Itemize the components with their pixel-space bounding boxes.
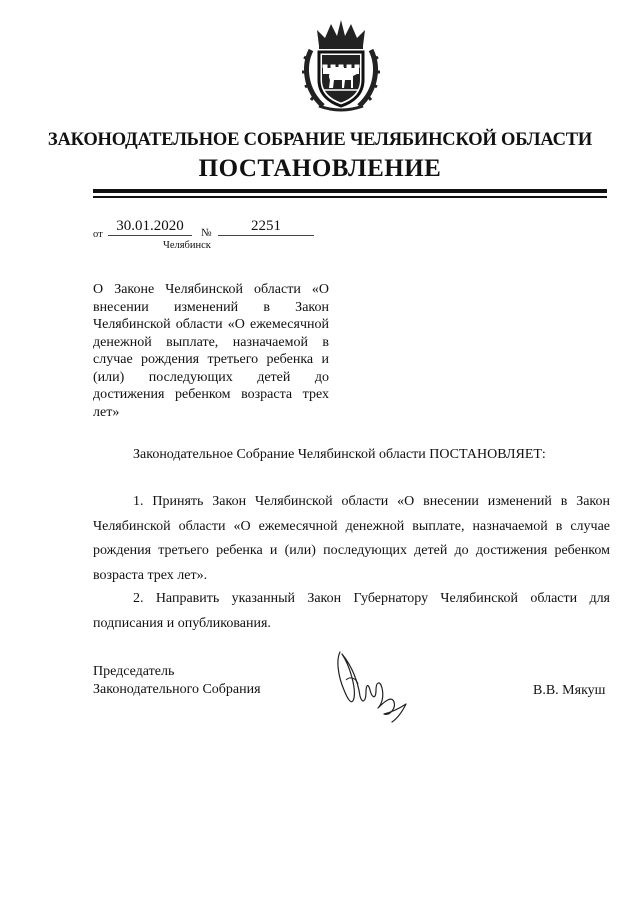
signatory-title-line-1: Председатель <box>93 664 175 679</box>
document-place: Челябинск <box>163 240 211 251</box>
document-date: 30.01.2020 <box>108 218 192 236</box>
handwritten-signature <box>332 646 418 726</box>
signatory-title-line-2: Законодательного Собрания <box>93 682 261 697</box>
resolution-item-1: 1. Принять Закон Челябинской области «О внесении изменений в Закон Челябинской области «О ежемесячной денежной выплате, назначаемой в случае рождения третьего ребенка и (или) последующих детей до достижения ребенком возраста трех лет». <box>93 494 610 583</box>
document-number: 2251 <box>218 218 314 236</box>
header-rule-thin <box>93 196 607 198</box>
coat-of-arms-emblem <box>301 16 381 112</box>
resolution-statement: Законодательное Собрание Челябинской области ПОСТАНОВЛЯЕТ: <box>133 447 546 462</box>
header-rule-thick <box>93 189 607 193</box>
resolution-item-2: 2. Направить указанный Закон Губернатору Челябинской области для подписания и опубликования. <box>93 591 610 631</box>
document-type-title: ПОСТАНОВЛЕНИЕ <box>198 155 442 182</box>
signatory-title <box>93 663 261 699</box>
organization-name: ЗАКОНОДАТЕЛЬНОЕ СОБРАНИЕ ЧЕЛЯБИНСКОЙ ОБЛАСТИ <box>47 130 593 150</box>
signatory-name: В.В. Мякуш <box>533 683 606 698</box>
number-sign: № <box>201 227 212 239</box>
date-prefix: от <box>93 229 103 240</box>
chelyabinsk-coat-of-arms-icon <box>301 16 381 112</box>
document-subject: О Законе Челябинской области «О внесении изменений в Закон Челябинской области «О ежемесячной денежной выплате, назначаемой в случае рождения третьего ребенка и (или) последующих детей до достижения ребенком возраста трех лет» <box>93 282 329 420</box>
